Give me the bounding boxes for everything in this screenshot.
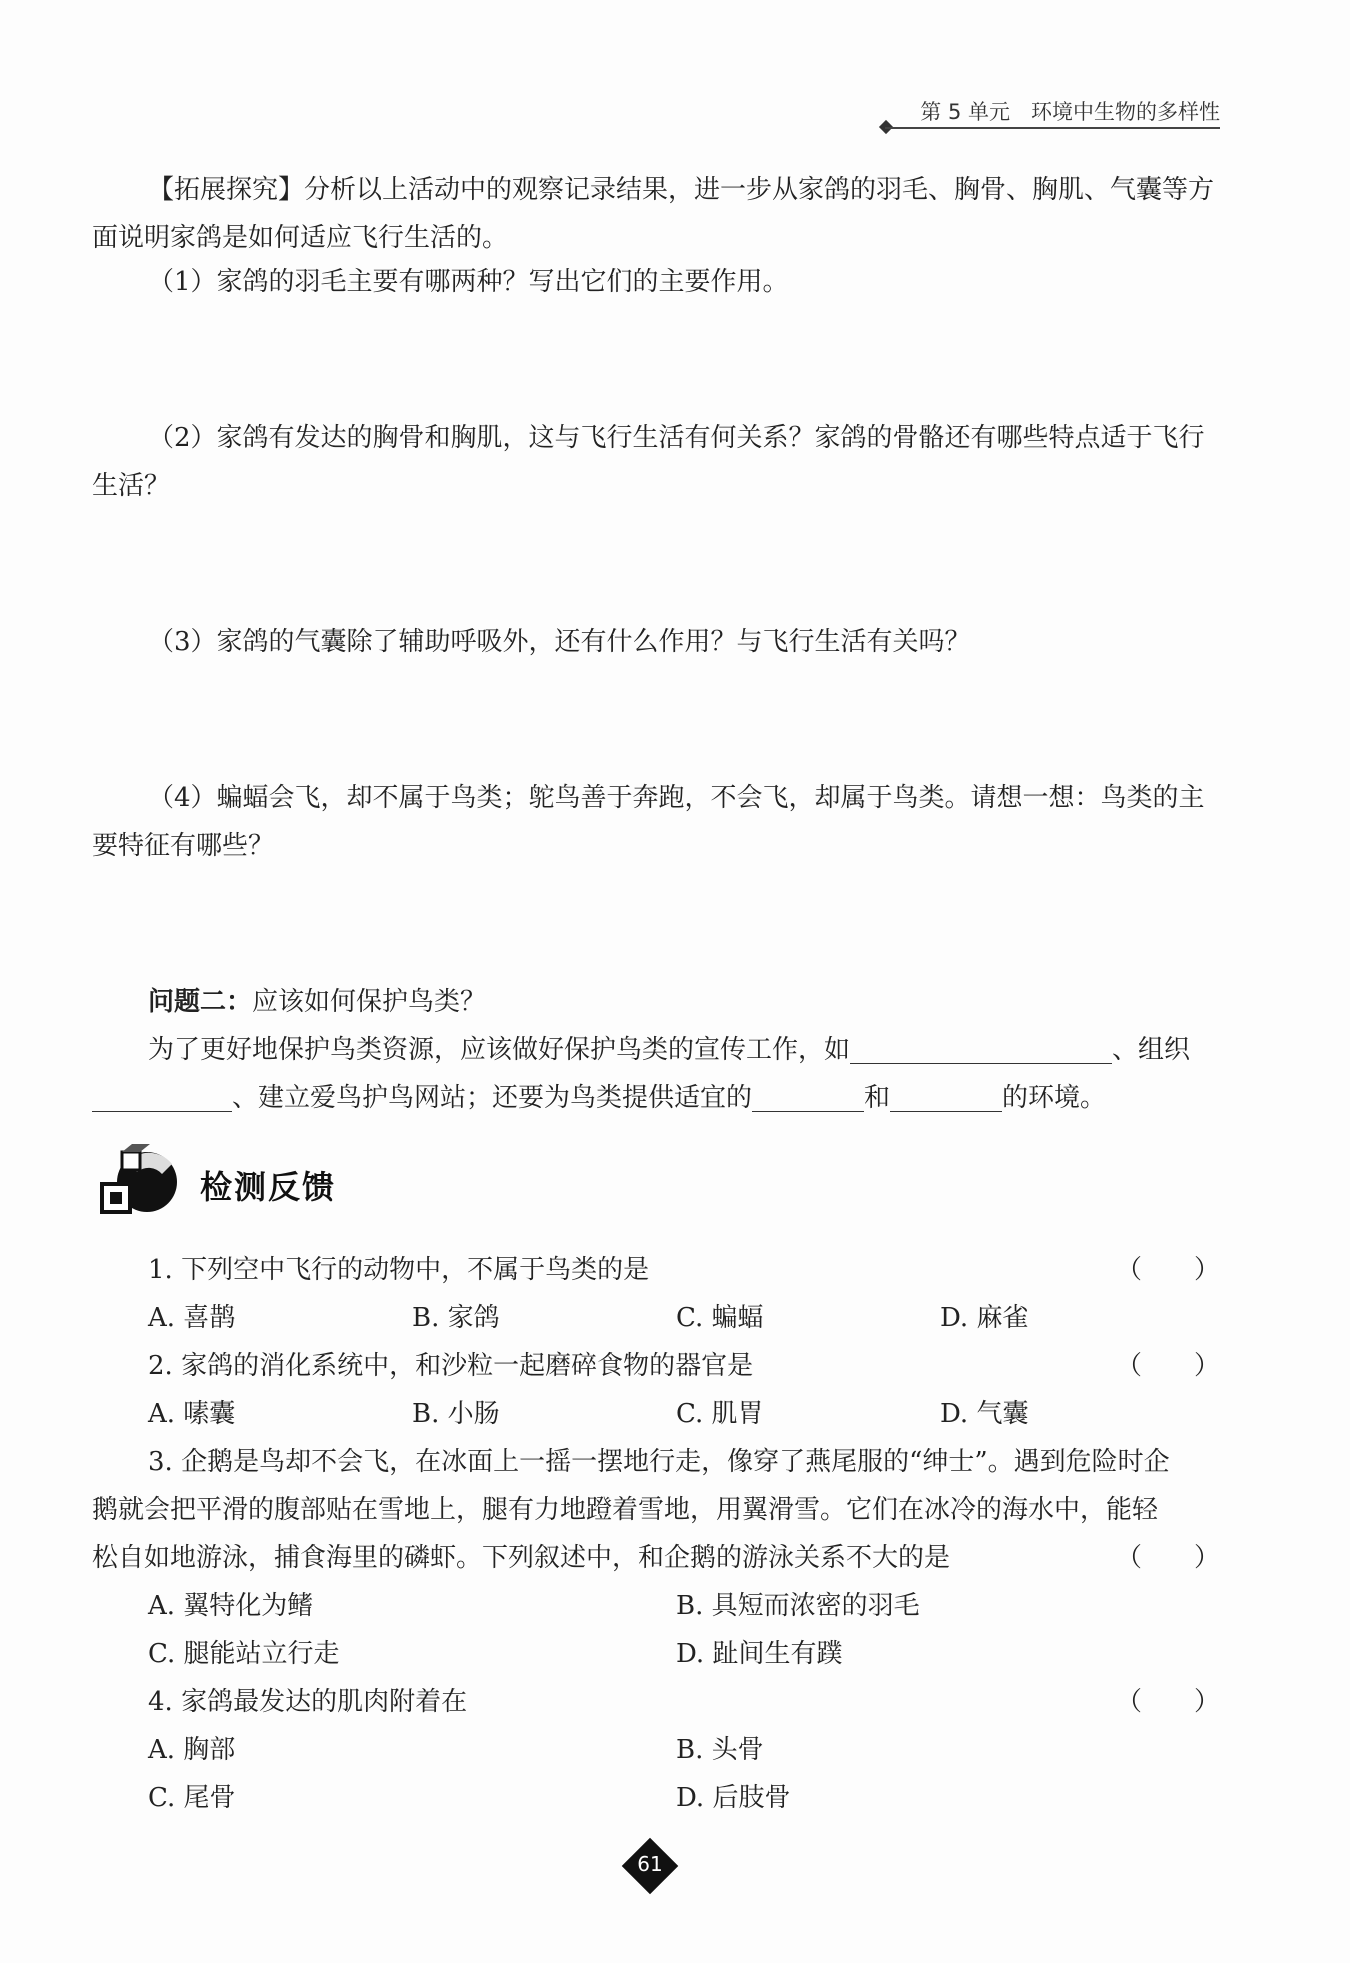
q3-stem-line-1: 3. 企鹅是鸟却不会飞，在冰面上一摇一摆地行走，像穿了燕尾服的“绅士”。遇到危险时企 [148,1447,1170,1477]
problem2-question: 应该如何保护鸟类？ [252,987,487,1017]
quiz-question-2 [148,1342,1220,1390]
problem2-fill-paragraph [92,1026,1220,1122]
fill-blank-2[interactable] [92,1081,232,1112]
quiz-question-4 [148,1678,1220,1726]
problem2-heading [92,978,1220,1026]
header-rule [885,127,1220,129]
q3-option-b: B. 具短而浓密的羽毛 [676,1591,920,1621]
q1-answer-paren[interactable]: （ ） [1115,1255,1220,1285]
q3-stem-line-2: 鹅就会把平滑的腹部贴在雪地上，腿有力地蹬着雪地，用翼滑雪。它们在冰冷的海水中，能轻 [92,1495,1159,1525]
q2-stem: 2. 家鸽的消化系统中，和沙粒一起磨碎食物的器官是 [148,1351,754,1381]
q4-option-c: C. 尾骨 [148,1783,236,1813]
q1-option-b: B. 家鸽 [412,1303,500,1333]
q1-option-a: A. 喜鹊 [148,1303,236,1333]
quiz-question-3 [92,1534,1220,1582]
q3-stem-line-3: 松自如地游泳，捕食海里的磷虾。下列叙述中，和企鹅的游泳关系不大的是 [92,1543,951,1573]
q4-answer-paren[interactable]: （ ） [1115,1687,1220,1717]
q2-option-c: C. 肌胃 [676,1399,764,1429]
q4-option-a: A. 胸部 [148,1735,236,1765]
unit-header: 第 5 单元 环境中生物的多样性 [920,100,1220,124]
q1-option-c: C. 蝙蝠 [676,1303,764,1333]
fill-text-2: 、组织 [1112,1035,1191,1065]
q3-option-c: C. 腿能站立行走 [148,1639,340,1669]
fill-text-4: 和 [864,1083,891,1113]
q3-option-a: A. 翼特化为鳍 [148,1591,314,1621]
fill-blank-1[interactable] [850,1033,1112,1064]
explore-question-3: （3）家鸽的气囊除了辅助呼吸外，还有什么作用？与飞行生活有关吗？ [148,627,971,657]
intro-text: 分析以上活动中的观察记录结果，进一步从家鸽的羽毛、胸骨、胸肌、气囊等方面说明家鸽是如何适应飞行生活的。 [92,175,1215,253]
intro-paragraph [92,166,1220,262]
q3-answer-paren[interactable]: （ ） [1115,1543,1220,1573]
problem2-label: 问题二： [148,987,253,1017]
q2-answer-paren[interactable]: （ ） [1115,1351,1220,1381]
q4-stem: 4. 家鸽最发达的肌肉附着在 [148,1687,468,1717]
fill-text-1: 为了更好地保护鸟类资源，应该做好保护鸟类的宣传工作，如 [148,1035,851,1065]
q3-option-d: D. 趾间生有蹼 [676,1639,843,1669]
fill-blank-4[interactable] [890,1081,1002,1112]
q1-option-d: D. 麻雀 [940,1303,1029,1333]
fill-text-3: 、建立爱鸟护鸟网站；还要为鸟类提供适宜的 [232,1083,753,1113]
fill-text-5: 的环境。 [1002,1083,1107,1113]
q2-option-d: D. 气囊 [940,1399,1029,1429]
quiz-question-1 [148,1246,1220,1294]
q2-option-a: A. 嗉囊 [148,1399,236,1429]
explore-question-2: （2）家鸽有发达的胸骨和胸肌，这与飞行生活有何关系？家鸽的骨骼还有哪些特点适于飞行生活？ [92,423,1205,501]
q1-stem: 1. 下列空中飞行的动物中，不属于鸟类的是 [148,1255,650,1285]
intro-label: 【拓展探究】 [148,175,305,205]
section-title: 检测反馈 [200,1168,337,1206]
page-number: 61 [637,1852,663,1876]
fill-blank-3[interactable] [752,1081,864,1112]
q2-option-b: B. 小肠 [412,1399,500,1429]
explore-question-4: （4）蝙蝠会飞，却不属于鸟类；鸵鸟善于奔跑，不会飞，却属于鸟类。请想一想：鸟类的主要特征有哪些？ [92,783,1205,861]
q4-option-b: B. 头骨 [676,1735,764,1765]
explore-question-1: （1）家鸽的羽毛主要有哪两种？写出它们的主要作用。 [148,267,789,297]
q4-option-d: D. 后肢骨 [676,1783,791,1813]
feedback-section-icon [92,1142,192,1222]
